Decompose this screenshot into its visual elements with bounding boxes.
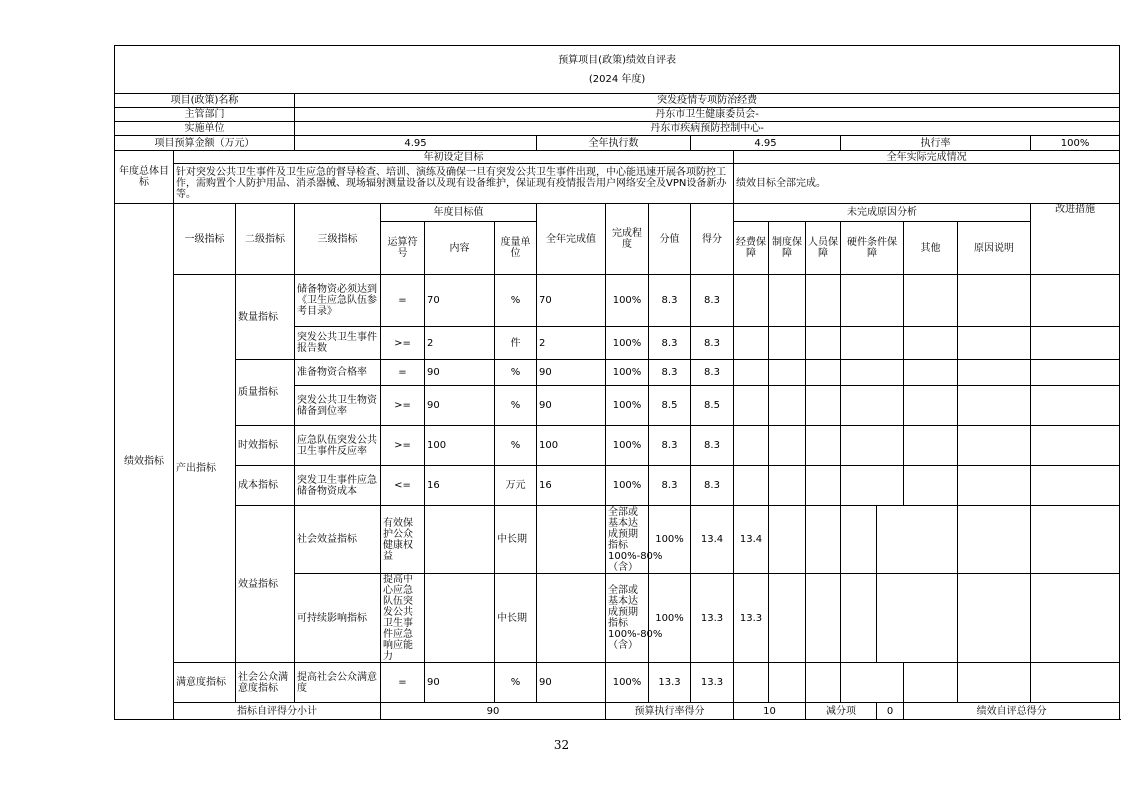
indicator-name: 突发公共卫生事件报告数 — [295, 327, 381, 360]
reason-cell — [734, 386, 769, 426]
indicator-content: 70 — [425, 275, 495, 327]
reasons-header: 未完成原因分析 — [734, 204, 1031, 222]
indicator-operator — [425, 506, 495, 574]
subtotal-label: 指标自评得分小计 — [174, 703, 381, 720]
subtotal-value: 90 — [381, 703, 606, 720]
indicator-name: 有效保护公众健康权益 — [381, 506, 425, 574]
reason-cell — [734, 426, 769, 466]
indicator-name: 提高社会公众满意度 — [295, 663, 381, 703]
reason-cell — [806, 466, 841, 506]
reason-cell — [841, 426, 904, 466]
indicator-score: 13.3 — [734, 574, 769, 663]
indicator-name: 突发公共卫生物资储备到位率 — [295, 386, 381, 426]
initial-goal-label: 年初设定目标 — [174, 151, 734, 164]
reason-cell — [806, 386, 841, 426]
reason-cell — [904, 327, 958, 360]
reason-cell — [877, 506, 958, 574]
reason-cell — [841, 506, 877, 574]
reason-cell — [734, 466, 769, 506]
reason-cell — [769, 466, 806, 506]
indicator-weight: 13.3 — [691, 574, 734, 663]
indicator-unit: 件 — [495, 327, 537, 360]
initial-goal-text: 针对突发公共卫生事件及卫生应急的督导检查、培训、演练及确保一旦有突发公共卫生事件出现，中心能迅速开展各项防控工作，需购置个人防护用品、消杀器械、现场辐射测量设备以及现有设备维护，保证现有疫情报告用户网络安全及VPN设备新办等。 — [174, 164, 734, 204]
deduct-value: 0 — [877, 703, 904, 720]
indicator-weight: 8.3 — [649, 426, 691, 466]
reason-explain-header: 原因说明 — [958, 222, 1031, 275]
impl-label: 实施单位 — [115, 122, 295, 136]
reason-cell — [769, 663, 806, 703]
reason-cell — [769, 574, 806, 663]
reason-other-header: 其他 — [904, 222, 958, 275]
indicator-unit — [537, 506, 606, 574]
indicator-completion: 100% — [649, 574, 691, 663]
indicator-unit — [537, 574, 606, 663]
indicator-weight: 13.3 — [649, 663, 691, 703]
actual-completion-text: 绩效目标全部完成。 — [734, 164, 1120, 204]
annual-target-header: 年度目标值 — [381, 204, 537, 222]
group-satisfaction: 满意度指标 — [174, 663, 236, 703]
level1-header: 一级指标 — [174, 204, 236, 275]
indicator-unit: 万元 — [495, 466, 537, 506]
reason-cell — [734, 360, 769, 386]
group-cost: 成本指标 — [236, 466, 295, 506]
improve-header: 改进措施 — [1031, 204, 1120, 275]
indicator-completion: 100% — [606, 426, 649, 466]
reason-cell — [734, 275, 769, 327]
indicator-score: 8.3 — [691, 275, 734, 327]
group-timeliness: 时效指标 — [236, 426, 295, 466]
reason-cell — [806, 663, 841, 703]
reason-cell — [904, 426, 958, 466]
indicator-completion: 100% — [606, 360, 649, 386]
dept-value: 丹东市卫生健康委员会- — [295, 108, 1120, 122]
dept-label: 主管部门 — [115, 108, 295, 122]
completion-header: 完成程度 — [606, 204, 649, 275]
improve-cell — [1031, 663, 1120, 703]
improve-cell — [1031, 466, 1120, 506]
reason-cell — [904, 466, 958, 506]
indicator-content: 中长期 — [495, 574, 537, 663]
reason-cell — [841, 663, 904, 703]
indicator-actual: 90 — [537, 360, 606, 386]
indicator-operator — [425, 574, 495, 663]
page-number: 32 — [553, 738, 570, 752]
indicator-completion: 100% — [606, 327, 649, 360]
unit-header: 度量单位 — [495, 222, 537, 275]
reason-cell — [1031, 574, 1120, 663]
indicator-operator: >= — [381, 327, 425, 360]
group-public: 社会公众满意度指标 — [236, 663, 295, 703]
indicator-actual: 2 — [537, 327, 606, 360]
indicator-content: 90 — [425, 663, 495, 703]
reason-cell — [734, 327, 769, 360]
indicator-completion: 100% — [606, 275, 649, 327]
indicator-name: 储备物资必须达到《卫生应急队伍参考目录》 — [295, 275, 381, 327]
reason-cell — [958, 327, 1031, 360]
indicator-content: 100 — [425, 426, 495, 466]
reason-cell — [958, 506, 1031, 574]
indicator-name: 准备物资合格率 — [295, 360, 381, 386]
reason-cell — [877, 574, 958, 663]
reason-cell — [904, 360, 958, 386]
reason-cell — [958, 386, 1031, 426]
group-output: 产出指标 — [174, 275, 236, 663]
total-label: 绩效自评总得分 — [904, 703, 1120, 720]
reason-hardware-header: 硬件条件保障 — [841, 222, 904, 275]
content-header: 内容 — [425, 222, 495, 275]
reason-cell — [958, 663, 1031, 703]
improve-cell — [1031, 360, 1120, 386]
indicator-name: 应急队伍突发公共卫生事件反应率 — [295, 426, 381, 466]
annual-goal-label: 年度总体目标 — [115, 151, 174, 204]
reason-cell — [841, 275, 904, 327]
indicator-score: 13.4 — [734, 506, 769, 574]
budget-score-value: 10 — [734, 703, 806, 720]
indicator-actual: 70 — [537, 275, 606, 327]
group-benefit: 效益指标 — [236, 506, 295, 663]
indicator-operator: >= — [381, 426, 425, 466]
table-title-cell — [115, 46, 1120, 94]
indicator-actual: 16 — [537, 466, 606, 506]
reason-cell — [769, 426, 806, 466]
reason-cell — [806, 360, 841, 386]
indicator-score: 13.3 — [691, 663, 734, 703]
indicator-weight: 13.4 — [691, 506, 734, 574]
indicator-operator: >= — [381, 386, 425, 426]
improve-cell — [1031, 426, 1120, 466]
budget-value: 4.95 — [295, 136, 537, 151]
improve-cell — [1031, 327, 1120, 360]
indicator-score: 8.5 — [691, 386, 734, 426]
indicator-completion: 100% — [649, 506, 691, 574]
reason-funding-header: 经费保障 — [734, 222, 769, 275]
reason-cell — [769, 506, 806, 574]
performance-evaluation-sheet — [114, 45, 1096, 720]
project-name: 突发疫情专项防治经费 — [295, 94, 1120, 108]
reason-cell — [841, 574, 877, 663]
exec-value: 4.95 — [691, 136, 841, 151]
indicator-content: 90 — [425, 386, 495, 426]
indicator-content: 90 — [425, 360, 495, 386]
rate-label: 执行率 — [841, 136, 1031, 151]
reason-cell — [904, 386, 958, 426]
reason-cell — [958, 574, 1031, 663]
operator-header: 运算符号 — [381, 222, 425, 275]
table-year: (2024 年度) — [588, 73, 646, 85]
reason-cell — [769, 386, 806, 426]
reason-cell — [769, 327, 806, 360]
indicator-actual: 全部或基本达成预期指标100%-80%（含） — [606, 506, 649, 574]
indicator-weight: 8.3 — [649, 275, 691, 327]
indicator-weight: 8.5 — [649, 386, 691, 426]
reason-cell — [841, 386, 904, 426]
improve-cell — [1031, 275, 1120, 327]
actual-completion-label: 全年实际完成情况 — [734, 151, 1120, 164]
evaluation-table — [114, 45, 1120, 720]
reason-cell — [904, 275, 958, 327]
group-social: 社会效益指标 — [295, 506, 381, 574]
reason-staff-header: 人员保障 — [806, 222, 841, 275]
budget-score-label: 预算执行率得分 — [606, 703, 734, 720]
indicator-actual: 全部或基本达成预期指标100%-80%（含） — [606, 574, 649, 663]
score-header: 得分 — [691, 204, 734, 275]
actual-header: 全年完成值 — [537, 204, 606, 275]
indicator-unit: % — [495, 275, 537, 327]
project-name-label: 项目(政策)名称 — [115, 94, 295, 108]
indicator-completion: 100% — [606, 663, 649, 703]
indicator-operator: = — [381, 360, 425, 386]
indicator-score: 8.3 — [691, 426, 734, 466]
reason-cell — [806, 574, 841, 663]
budget-label: 项目预算金额（万元） — [115, 136, 295, 151]
reason-cell — [806, 506, 841, 574]
reason-cell — [841, 360, 904, 386]
reason-cell — [958, 275, 1031, 327]
group-quality: 质量指标 — [236, 360, 295, 426]
indicator-name: 突发卫生事件应急储备物资成本 — [295, 466, 381, 506]
reason-cell — [841, 466, 904, 506]
indicator-actual: 90 — [537, 663, 606, 703]
group-sustain: 可持续影响指标 — [295, 574, 381, 663]
indicator-score: 8.3 — [691, 360, 734, 386]
indicator-operator: <= — [381, 466, 425, 506]
reason-cell — [806, 275, 841, 327]
indicator-content: 16 — [425, 466, 495, 506]
indicator-unit: % — [495, 386, 537, 426]
indicator-unit: % — [495, 663, 537, 703]
indicator-actual: 90 — [537, 386, 606, 426]
reason-cell — [769, 360, 806, 386]
indicator-completion: 100% — [606, 466, 649, 506]
indicator-weight: 8.3 — [649, 466, 691, 506]
reason-cell — [806, 327, 841, 360]
indicator-completion: 100% — [606, 386, 649, 426]
reason-cell — [904, 663, 958, 703]
reason-cell — [734, 663, 769, 703]
indicator-unit: % — [495, 426, 537, 466]
indicator-weight: 8.3 — [649, 360, 691, 386]
reason-cell — [841, 327, 904, 360]
indicator-score: 8.3 — [691, 466, 734, 506]
group-quantity: 数量指标 — [236, 275, 295, 360]
perf-indicator-label: 绩效指标 — [115, 204, 174, 720]
table-title: 预算项目(政策)绩效自评表 — [558, 54, 676, 66]
indicator-operator: = — [381, 663, 425, 703]
reason-cell — [958, 466, 1031, 506]
level2-header: 二级指标 — [236, 204, 295, 275]
reason-system-header: 制度保障 — [769, 222, 806, 275]
weight-header: 分值 — [649, 204, 691, 275]
reason-cell — [958, 360, 1031, 386]
indicator-operator: = — [381, 275, 425, 327]
reason-cell — [769, 275, 806, 327]
level3-header: 三级指标 — [295, 204, 381, 275]
rate-value: 100% — [1031, 136, 1120, 151]
indicator-weight: 8.3 — [649, 327, 691, 360]
indicator-name: 提高中心应急队伍突发公共卫生事件应急响应能力 — [381, 574, 425, 663]
exec-label: 全年执行数 — [537, 136, 691, 151]
impl-value: 丹东市疾病预防控制中心- — [295, 122, 1120, 136]
reason-cell — [1031, 506, 1120, 574]
indicator-content: 中长期 — [495, 506, 537, 574]
deduct-label: 减分项 — [806, 703, 877, 720]
indicator-score: 8.3 — [691, 327, 734, 360]
indicator-unit: % — [495, 360, 537, 386]
indicator-content: 2 — [425, 327, 495, 360]
improve-cell — [1031, 386, 1120, 426]
reason-cell — [958, 426, 1031, 466]
indicator-actual: 100 — [537, 426, 606, 466]
reason-cell — [806, 426, 841, 466]
